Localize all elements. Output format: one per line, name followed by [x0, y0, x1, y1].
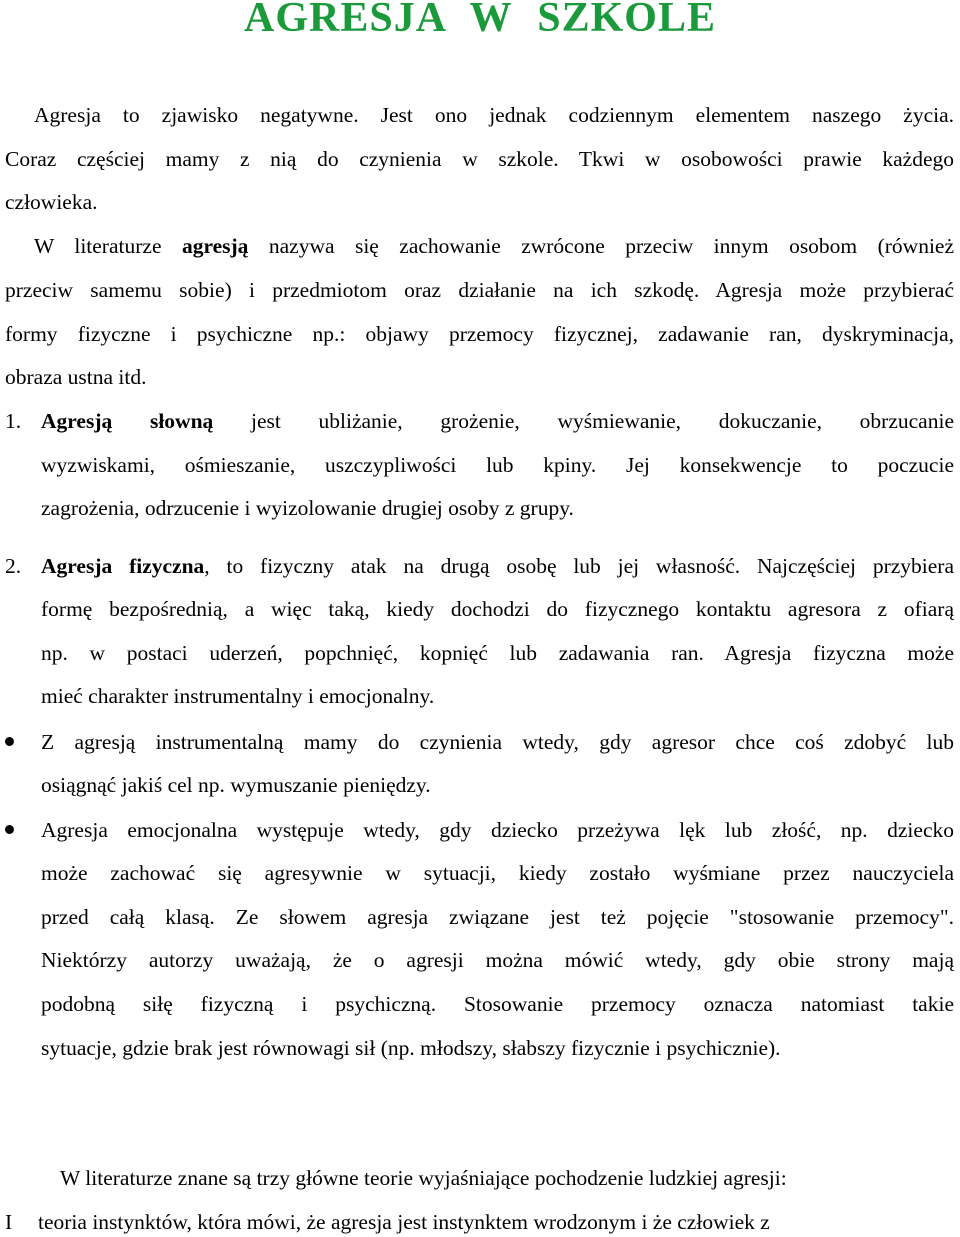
bullet-2-line-5: podobną siłę fizyczną i psychiczną. Stosowanie przemocy oznacza natomiast takie	[41, 992, 954, 1016]
item-1-term-2: słowną	[149, 409, 214, 433]
bullet-2-dot	[5, 825, 14, 834]
bullet-2-line-3: przed całą klasą. Ze słowem agresja związane jest też pojęcie "stosowanie przemocy".	[41, 905, 954, 929]
item-2-text: , to fizyczny atak na drugą osobę lub jej własność. Najczęściej przybiera	[204, 554, 954, 578]
definition-text-c: nazywa się zachowanie zwrócone przeciw innym osobom (również	[248, 234, 955, 258]
bullet-1-dot	[5, 737, 14, 746]
page-title: AGRESJA W SZKOLE	[244, 0, 716, 41]
bullet-2-line-6: sytuacje, gdzie brak jest równowagi sił (np. młodszy, słabszy fizycznie i psychicznie).	[41, 1036, 781, 1060]
intro-line-1: Agresja to zjawisko negatywne. Jest ono jednak codziennym elementem naszego życia.	[34, 103, 954, 127]
item-2-line-1	[41, 551, 954, 581]
item-1-term-1: Agresją	[41, 409, 113, 433]
definition-line-4: obraza ustna itd.	[5, 365, 147, 389]
definition-line-2: przeciw samemu sobie) i przedmiotom oraz działanie na ich szkodę. Agresja może przybierać	[5, 278, 954, 302]
item-1-line-1	[41, 406, 954, 436]
theories-intro: W literaturze znane są trzy główne teorie wyjaśniające pochodzenie ludzkiej agresji:	[60, 1166, 787, 1190]
bullet-2-line-2: może zachować się agresywnie w sytuacji, kiedy zostało wyśmiane przez nauczyciela	[41, 861, 954, 885]
item-1-line-3: zagrożenia, odrzucenie i wyizolowanie drugiej osoby z grupy.	[41, 496, 574, 520]
theory-1-marker: I	[5, 1210, 13, 1234]
item-2-line-4: mieć charakter instrumentalny i emocjonalny.	[41, 684, 435, 708]
item-2-line-3: np. w postaci uderzeń, popchnięć, kopnięć lub zadawania ran. Agresja fizyczna może	[41, 641, 954, 665]
theory-1-text: teoria instynktów, która mówi, że agresja jest instynktem wrodzonym i że człowiek z	[38, 1210, 770, 1234]
definition-term: agresją	[181, 234, 249, 258]
item-1-marker: 1.	[5, 409, 22, 433]
definition-line-1	[34, 231, 954, 261]
bullet-1-line-2: osiągnąć jakiś cel np. wymuszanie pieniędzy.	[41, 773, 431, 797]
definition-line-3: formy fizyczne i psychiczne np.: objawy przemocy fizycznej, zadawanie ran, dyskryminacja,	[5, 322, 954, 346]
bullet-1-line-1: Z agresją instrumentalną mamy do czynienia wtedy, gdy agresor chce coś zdobyć lub	[41, 730, 954, 754]
item-1-text: jest ubliżanie, grożenie, wyśmiewanie, dokuczanie, obrzucanie	[250, 409, 954, 433]
intro-line-3: człowieka.	[5, 190, 98, 214]
item-2-marker: 2.	[5, 554, 22, 578]
item-2-term: Agresja fizyczna	[41, 554, 205, 578]
intro-line-2: Coraz częściej mamy z nią do czynienia w szkole. Tkwi w osobowości prawie każdego	[5, 147, 954, 171]
bullet-2-line-1: Agresja emocjonalna występuje wtedy, gdy dziecko przeżywa lęk lub złość, np. dziecko	[41, 818, 954, 842]
definition-text-a: W literaturze	[34, 234, 182, 258]
item-2-line-2: formę bezpośrednią, a więc taką, kiedy dochodzi do fizycznego kontaktu agresora z ofiarą	[41, 597, 954, 621]
item-1-line-2: wyzwiskami, ośmieszanie, uszczypliwości lub kpiny. Jej konsekwencje to poczucie	[41, 453, 954, 477]
bullet-2-line-4: Niektórzy autorzy uważają, że o agresji można mówić wtedy, gdy obie strony mają	[41, 948, 954, 972]
